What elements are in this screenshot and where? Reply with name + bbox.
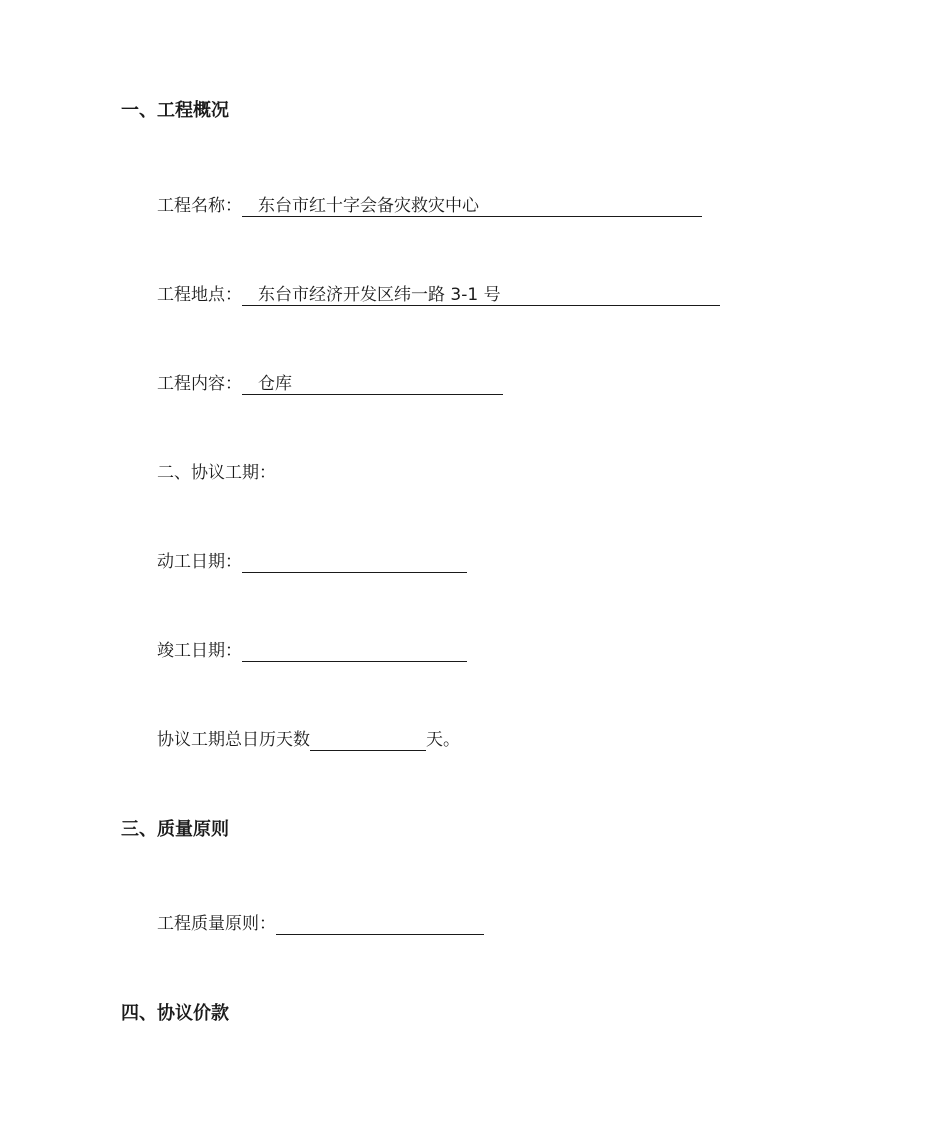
- quality-standard-label: 工程质量原则：: [157, 914, 276, 934]
- start-date-label: 动工日期：: [157, 552, 242, 572]
- section-heading-contract-price: 四、协议价款: [121, 1003, 229, 1024]
- project-location-row: [157, 284, 720, 306]
- quality-standard-row: [157, 913, 484, 935]
- project-name-row: [157, 195, 702, 217]
- finish-date-row: [157, 640, 467, 662]
- quality-standard-field[interactable]: [276, 913, 484, 935]
- start-date-field[interactable]: [242, 551, 467, 573]
- total-days-suffix: 天。: [426, 730, 460, 750]
- section-heading-quality: 三、质量原则: [121, 819, 229, 840]
- project-content-label: 工程内容：: [157, 374, 242, 394]
- finish-date-field[interactable]: [242, 640, 467, 662]
- section-heading-schedule: 二、协议工期：: [157, 463, 276, 483]
- section-heading-project-overview: 一、工程概况: [121, 100, 229, 121]
- project-content-field[interactable]: 仓库: [242, 373, 503, 395]
- total-days-prefix: 协议工期总日历天数: [157, 730, 310, 750]
- finish-date-label: 竣工日期：: [157, 641, 242, 661]
- project-location-field[interactable]: 东台市经济开发区纬一路 3-1 号: [242, 284, 720, 306]
- project-name-field[interactable]: 东台市红十字会备灾救灾中心: [242, 195, 702, 217]
- total-days-field[interactable]: [310, 729, 426, 751]
- project-name-label: 工程名称：: [157, 196, 242, 216]
- project-content-row: [157, 373, 503, 395]
- project-location-label: 工程地点：: [157, 285, 242, 305]
- total-days-row: [157, 729, 460, 751]
- start-date-row: [157, 551, 467, 573]
